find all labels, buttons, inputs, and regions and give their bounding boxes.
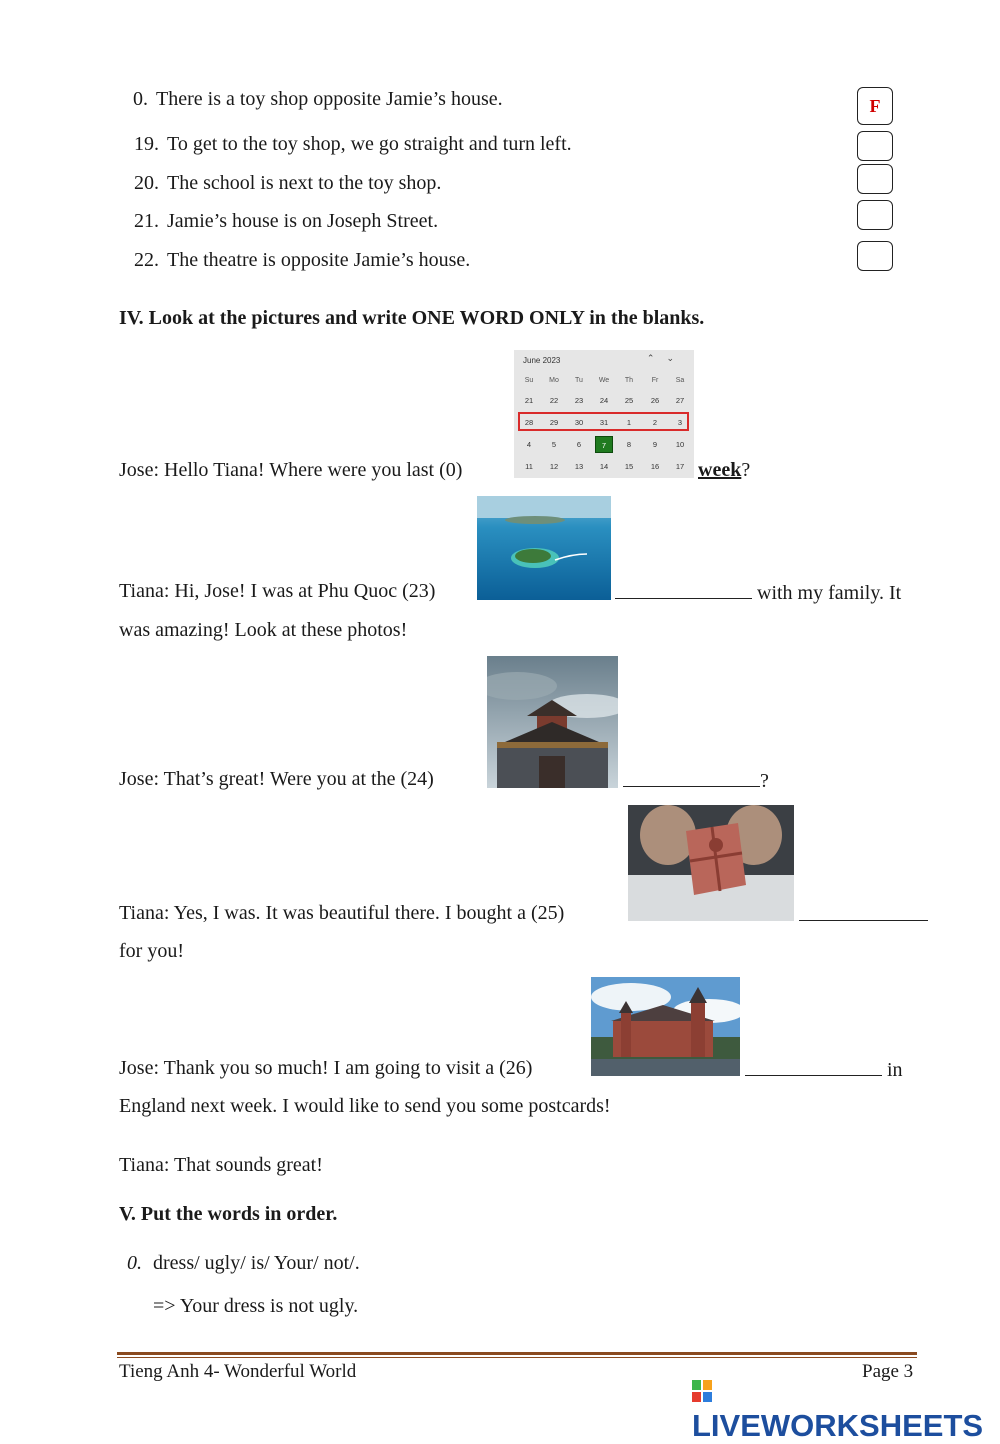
line-26-continuation: England next week. I would like to send you some postcards! (119, 1095, 611, 1117)
calendar-day: 29 (549, 418, 559, 427)
line-24-blank-group (623, 768, 769, 793)
liveworksheets-text: LIVEWORKSHEETS (692, 1408, 984, 1443)
island-photo (477, 496, 611, 600)
tf-answer-box-0[interactable]: F (857, 87, 893, 125)
footer-rule-thin (117, 1357, 917, 1358)
line-24-text: Jose: That’s great! Were you at the (24) (119, 768, 434, 790)
section-5-heading: V. Put the words in order. (119, 1203, 338, 1225)
calendar-weekday: Mo (549, 377, 559, 384)
calendar-day: 31 (599, 418, 609, 427)
calendar-weekday: Tu (575, 377, 583, 384)
answer-blank-23[interactable] (615, 580, 752, 599)
tf-statement-text: To get to the toy shop, we go straight and turn left. (167, 133, 572, 155)
line-24-suffix: ? (760, 770, 769, 792)
tf-statement-number: 22. (134, 249, 159, 271)
line-0-text: Jose: Hello Tiana! Where were you last (0) (119, 459, 463, 481)
calendar-weekday: Sa (675, 377, 685, 384)
tf-statement-number: 20. (134, 172, 159, 194)
liveworksheets-icon (692, 1374, 712, 1396)
line-23-continuation: was amazing! Look at these photos! (119, 619, 408, 641)
line-26-suffix: in (887, 1059, 903, 1081)
line-26-text: Jose: Thank you so much! I am going to visit a (26) (119, 1057, 533, 1079)
calendar-day: 11 (525, 462, 533, 471)
line-0-suffix: ? (741, 459, 751, 481)
tf-statement-number: 19. (134, 133, 159, 155)
calendar-day: 5 (551, 440, 557, 449)
pagoda-photo (487, 656, 618, 788)
calendar-day: 8 (626, 440, 632, 449)
calendar-day: 30 (574, 418, 584, 427)
calendar-day: 10 (675, 440, 685, 449)
tf-statement-2 (134, 172, 441, 195)
line-25-text: Tiana: Yes, I was. It was beautiful there. I bought a (25) (119, 902, 565, 924)
tf-answer-box-2[interactable] (857, 164, 893, 194)
calendar-weekday: Su (524, 377, 534, 384)
gift-photo (628, 805, 794, 921)
calendar-nav-arrows: ⌃⌄ (646, 353, 686, 363)
calendar-day: 14 (599, 462, 609, 471)
calendar-day: 26 (650, 396, 660, 405)
calendar-day: 15 (624, 462, 634, 471)
calendar-day: 6 (576, 440, 582, 449)
line-23-blank-group (615, 580, 901, 605)
tf-statement-text: The theatre is opposite Jamie’s house. (167, 249, 471, 271)
calendar-day: 3 (677, 418, 683, 427)
calendar-week-highlight (518, 412, 689, 431)
section-4-heading: IV. Look at the pictures and write ONE WORD ONLY in the blanks. (119, 307, 705, 329)
calendar-day: 13 (574, 462, 584, 471)
line-0-answer: week (698, 459, 742, 481)
liveworksheets-logo (692, 1372, 1000, 1444)
tf-answer-box-4[interactable] (857, 241, 893, 271)
tf-statement-number: 21. (134, 210, 159, 232)
dialogue-line-0 (119, 459, 462, 482)
line-25-blank-group (799, 902, 928, 927)
dialogue-line-26 (119, 1057, 532, 1080)
calendar-weekday: We (598, 377, 610, 384)
calendar-day: 12 (549, 462, 559, 471)
tf-answer-box-3[interactable] (857, 200, 893, 230)
line-25-continuation: for you! (119, 940, 184, 962)
example-words: dress/ ugly/ is/ Your/ not/. (153, 1252, 360, 1274)
tf-statement-text: There is a toy shop opposite Jamie’s house. (156, 88, 503, 110)
calendar-day: 23 (574, 396, 584, 405)
calendar-day: 17 (675, 462, 685, 471)
tf-statement-0 (133, 88, 503, 111)
dialogue-line-final: Tiana: That sounds great! (119, 1154, 323, 1176)
dialogue-line-24 (119, 768, 434, 791)
calendar-day: 22 (549, 396, 559, 405)
calendar-day: 1 (626, 418, 632, 427)
answer-blank-26[interactable] (745, 1057, 882, 1076)
calendar-day: 28 (524, 418, 534, 427)
dialogue-line-25 (119, 902, 564, 925)
footer-page-number: Page 3 (862, 1361, 914, 1382)
calendar-weekday: Th (624, 377, 634, 384)
calendar-weekday: Fr (651, 377, 659, 384)
calendar-day-selected: 7 (595, 436, 613, 453)
tf-statement-text: Jamie’s house is on Joseph Street. (167, 210, 439, 232)
tf-statement-4 (134, 249, 470, 272)
answer-blank-25[interactable] (799, 902, 928, 921)
tf-answer-box-1[interactable] (857, 131, 893, 161)
castle-photo (591, 977, 740, 1076)
calendar-day: 24 (599, 396, 609, 405)
line-23-suffix: with my family. It (757, 582, 902, 604)
calendar-day: 9 (652, 440, 658, 449)
section-5-example (127, 1252, 360, 1275)
example-number: 0. (127, 1252, 142, 1274)
tf-statement-3 (134, 210, 438, 233)
calendar-image (514, 350, 694, 478)
calendar-day: 27 (675, 396, 685, 405)
tf-statement-text: The school is next to the toy shop. (167, 172, 442, 194)
calendar-day: 25 (624, 396, 634, 405)
line-26-blank-group (745, 1057, 903, 1082)
line-0-answer-group (698, 459, 750, 482)
calendar-day: 21 (524, 396, 534, 405)
calendar-day: 16 (650, 462, 660, 471)
calendar-day: 2 (652, 418, 658, 427)
dialogue-line-23 (119, 580, 435, 603)
line-23-text: Tiana: Hi, Jose! I was at Phu Quoc (23) (119, 580, 436, 602)
tf-statement-number: 0. (133, 88, 148, 110)
tf-statement-1 (134, 133, 572, 156)
calendar-title: June 2023 (523, 356, 561, 365)
answer-blank-24[interactable] (623, 768, 760, 787)
footer-title: Tieng Anh 4- Wonderful World (119, 1361, 357, 1382)
calendar-day: 4 (526, 440, 532, 449)
footer-rule (117, 1352, 917, 1355)
example-answer: => Your dress is not ugly. (153, 1295, 359, 1317)
